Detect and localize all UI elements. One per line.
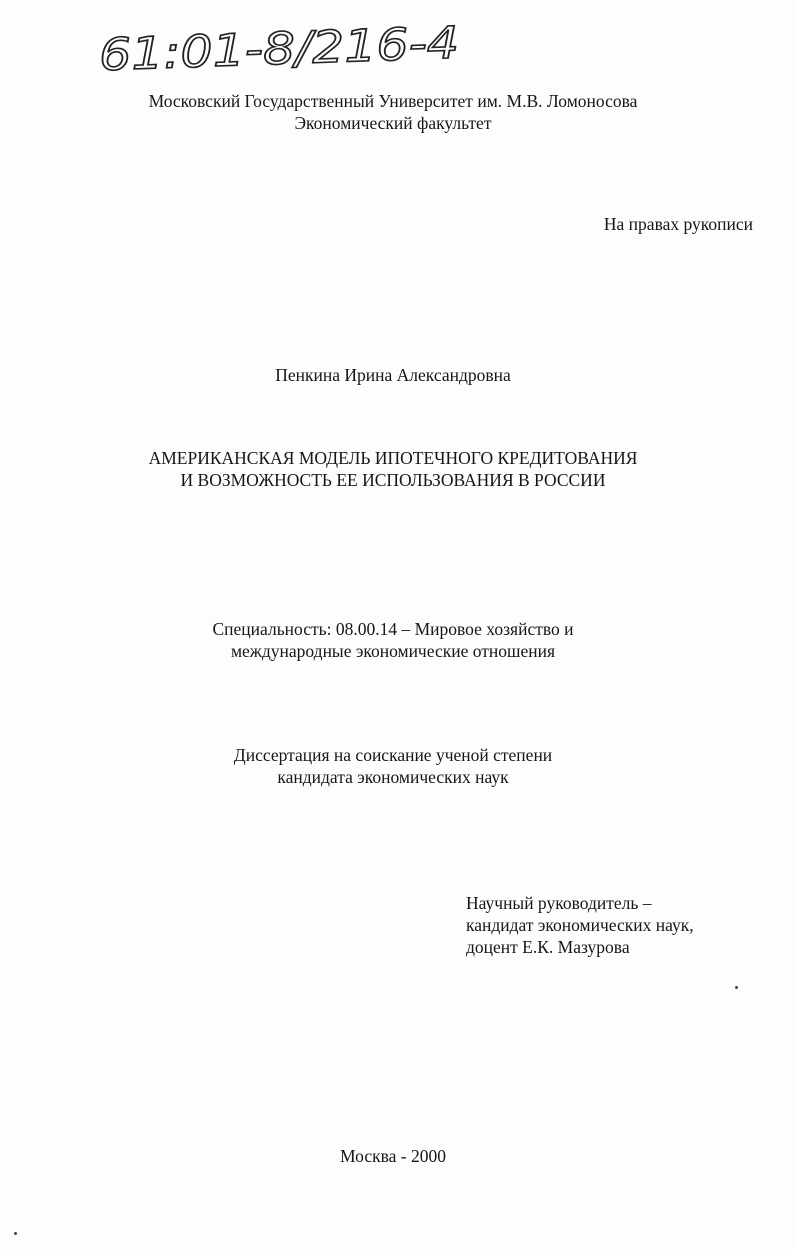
handwritten-note-drawing — [95, 8, 465, 83]
degree-line-1: Диссертация на соискание ученой степени — [233, 745, 553, 765]
author-name-text: Пенкина Ирина Александровна — [275, 365, 511, 385]
specialty-line-1: Специальность: 08.00.14 – Мировое хозяйство и — [212, 619, 574, 639]
author-name — [0, 364, 786, 386]
faculty-name: Экономический факультет — [294, 113, 492, 133]
rights-notice: На правах рукописи — [603, 214, 753, 234]
degree-block — [0, 744, 786, 788]
supervisor-line-1: Научный руководитель – — [466, 893, 652, 913]
institution-header — [0, 90, 786, 134]
supervisor-line-3: доцент Е.К. Мазурова — [466, 937, 630, 957]
university-name: Московский Государственный Университет им. М.В. Ломоносова — [148, 91, 638, 111]
scan-speck — [735, 986, 738, 989]
scan-speck — [14, 1232, 17, 1235]
handwritten-catalog-number — [95, 8, 465, 83]
specialty-block — [0, 618, 786, 662]
title-line-1: АМЕРИКАНСКАЯ МОДЕЛЬ ИПОТЕЧНОГО КРЕДИТОВАНИЯ — [148, 448, 638, 468]
supervisor-line-2: кандидат экономических наук, — [466, 915, 694, 935]
dissertation-title — [0, 447, 786, 491]
title-line-2: И ВОЗМОЖНОСТЬ ЕЕ ИСПОЛЬЗОВАНИЯ В РОССИИ — [180, 470, 606, 490]
specialty-line-2: международные экономические отношения — [230, 641, 556, 661]
city-year — [0, 1145, 786, 1167]
supervisor-block — [466, 892, 694, 958]
city-year-text: Москва - 2000 — [340, 1146, 446, 1166]
handwritten-note-text: 61:01-8/216-4 — [98, 19, 414, 82]
degree-line-2: кандидата экономических наук — [277, 767, 509, 787]
